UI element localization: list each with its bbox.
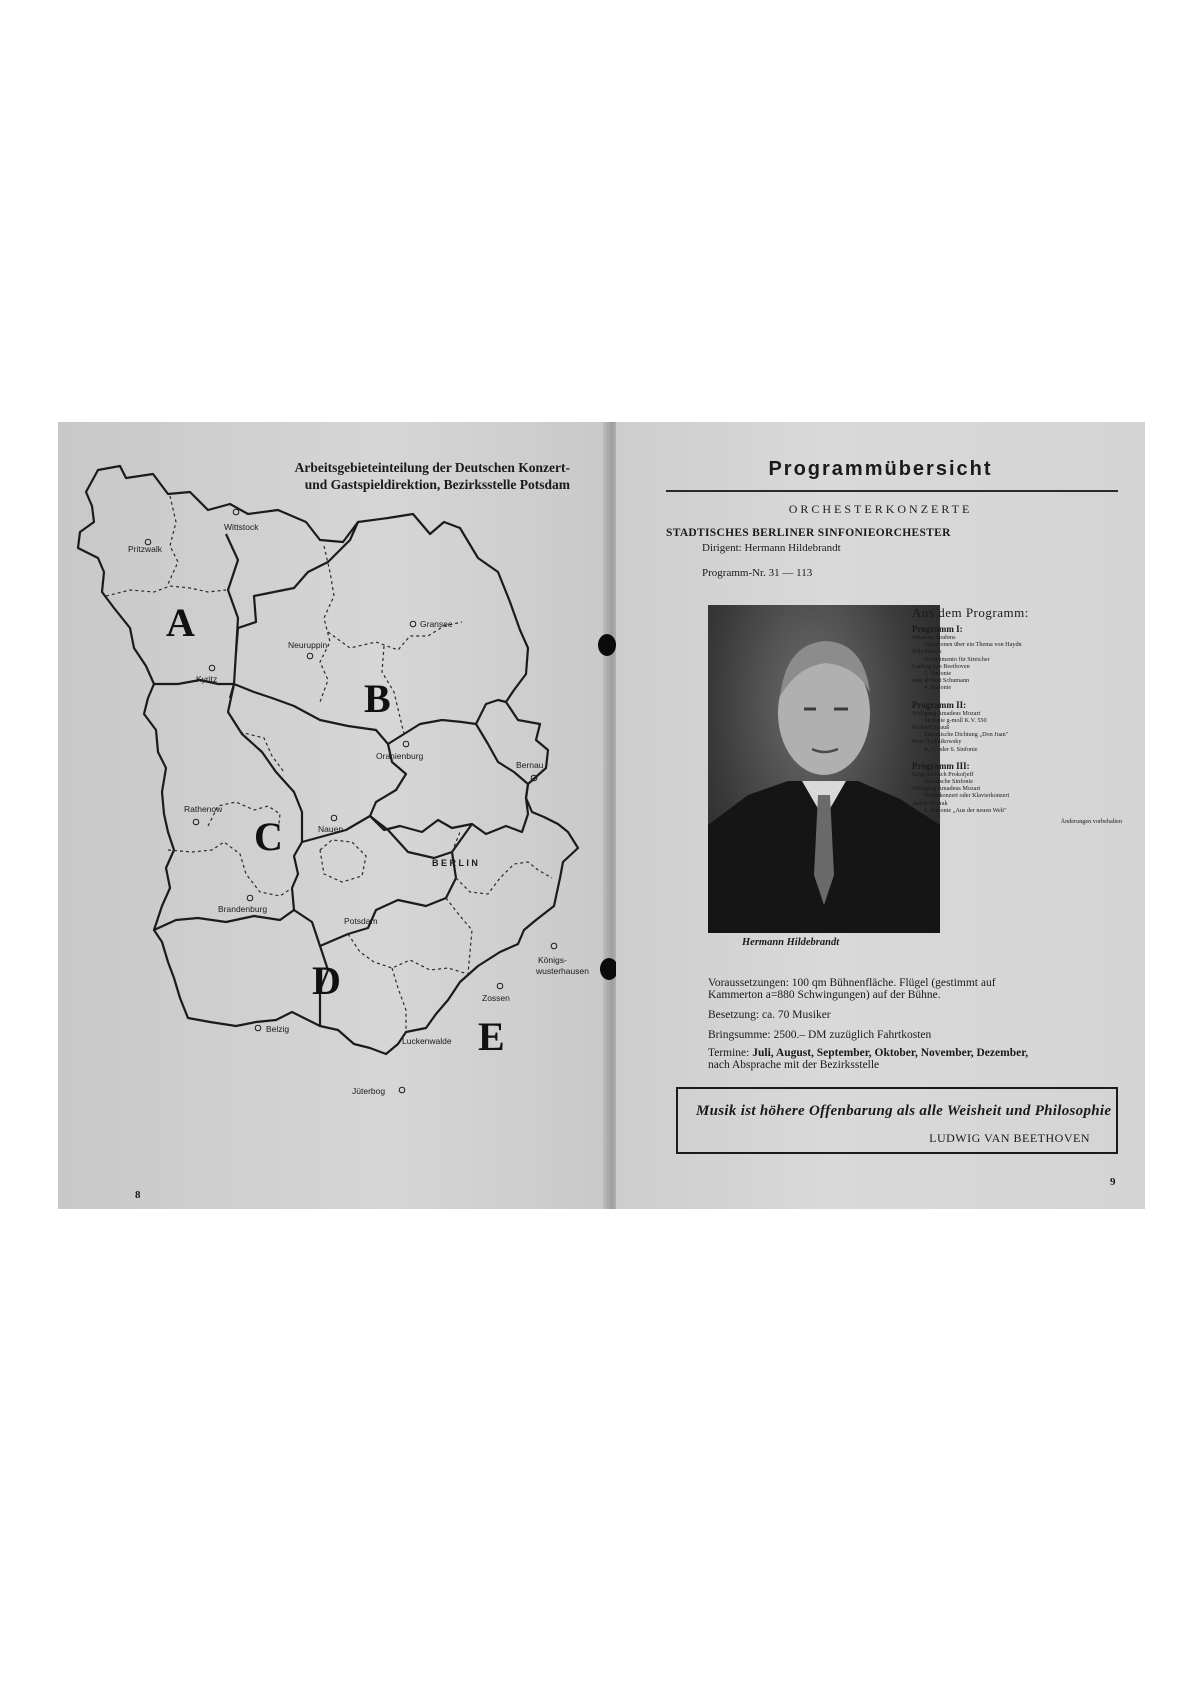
kreis-border — [348, 934, 468, 974]
program-number: Programm-Nr. 31 — 113 — [702, 567, 813, 579]
program-item-composer: Peter Tschaikowsky — [912, 738, 962, 746]
left-page — [58, 422, 608, 1209]
portrait-image — [708, 605, 940, 933]
kreis-border — [168, 496, 178, 584]
program-item-work: 5. Sinfonie „Aus der neuen Welt" — [924, 806, 1007, 814]
orchestra-name: STADTISCHES BERLINER SINFONIEORCHESTER — [666, 527, 951, 539]
place-luckenwalde: Luckenwalde — [402, 1036, 452, 1046]
program-item-work: Sinfonie g-moll K.V. 550 — [924, 716, 987, 724]
place-jueterbog: Jüterbog — [352, 1086, 386, 1096]
program-item-work: Sinfonische Dichtung „Don Juan" — [924, 731, 1009, 739]
program-item-composer: Wolfgang Amadeus Mozart — [912, 709, 981, 717]
page-number-right: 9 — [1110, 1176, 1116, 1188]
map-title-line-1: Arbeitsgebieteinteilung der Deutschen Konzert- — [294, 460, 570, 475]
page-number-left: 8 — [135, 1189, 141, 1201]
book-spread — [58, 422, 1145, 1209]
program-item-composer: oder Robert Schumann — [912, 677, 970, 685]
program-item-work: 7. Sinfonie — [924, 670, 952, 678]
dates-value: Juli, August, September, Oktober, November, Dezember, — [752, 1047, 1029, 1059]
border-e-top — [370, 816, 472, 858]
place-wittstock: Wittstock — [224, 522, 259, 532]
requirements-line-2: Kammerton a=880 Schwingungen) auf der Bühne. — [708, 989, 941, 1001]
kreis-border — [446, 898, 472, 974]
place-gransee: Gransee — [420, 619, 453, 629]
brandenburg-marker — [247, 895, 253, 901]
program-item-work: Variationen über ein Thema von Haydn — [924, 641, 1022, 649]
place-oranienburg: Oranienburg — [376, 751, 424, 761]
border-ab — [226, 534, 238, 698]
program-item-work: Klassische Sinfonie — [924, 778, 973, 786]
kreis-border — [320, 546, 334, 702]
beethoven-quote: Musik ist höhere Offenbarung als alle Weisheit und Philosophie — [696, 1103, 1112, 1119]
rathenow-marker — [193, 819, 199, 825]
kyritz-marker — [209, 665, 215, 671]
kreis-border — [392, 968, 406, 1032]
zossen-marker — [497, 983, 503, 989]
title-rule — [666, 490, 1118, 492]
place-neuruppin: Neuruppin — [288, 640, 328, 650]
map-title — [240, 459, 570, 493]
place-pritzwalk: Pritzwalk — [128, 544, 163, 554]
program-item-composer: Richard Strauß — [912, 724, 950, 732]
program-item-composer: Wolfgang Amadeus Mozart — [912, 785, 981, 793]
program-item-composer: Johannes Brahms — [912, 634, 956, 641]
district-letter-c: C — [254, 814, 283, 859]
place-koenigs: Königs- — [538, 955, 567, 965]
district-letter-b: B — [364, 676, 391, 721]
program-item-work: Violinkonzert oder Klavierkonzert — [924, 792, 1010, 800]
gransee-marker — [410, 621, 416, 627]
dates-label: Termine: — [708, 1047, 750, 1059]
kreis-border — [320, 840, 366, 882]
program-item-work: 4., 5. oder 6. Sinfonie — [924, 745, 978, 753]
border-b-east — [476, 700, 506, 724]
nauen-marker — [331, 815, 337, 821]
place-bernau: Bernau — [516, 760, 544, 770]
program-item-composer: Bela Bartók — [912, 648, 942, 656]
brandenburg-district-map — [58, 422, 608, 1209]
program-3-label: Programm III: — [912, 760, 970, 771]
staffing: Besetzung: ca. 70 Musiker — [708, 1009, 831, 1021]
program-list — [912, 605, 1122, 825]
program-item-work: 4. Sinfonie — [924, 684, 952, 692]
place-kyritz: Kyritz — [196, 674, 218, 684]
border-b-top — [274, 522, 358, 592]
quote-author: LUDWIG VAN BEETHOVEN — [929, 1131, 1090, 1145]
right-page — [616, 422, 1145, 1209]
place-wusterhausen: wusterhausen — [536, 966, 589, 976]
program-list-heading: Aus dem Programm: — [912, 605, 1029, 620]
place-zossen: Zossen — [482, 993, 510, 1003]
koenigs-wusterhausen-marker — [551, 943, 557, 949]
border-b-berlin — [388, 720, 476, 744]
photo-caption: Hermann Hildebrandt — [742, 937, 840, 948]
place-berlin: B E R L I N — [432, 858, 478, 868]
district-letter-e: E — [478, 1014, 505, 1059]
dates-note: nach Absprache mit der Bezirksstelle — [708, 1059, 880, 1071]
page-title: Programmübersicht — [768, 458, 993, 480]
place-belzig: Belzig — [266, 1024, 290, 1034]
border-a-bc — [154, 680, 234, 684]
place-brandenburg: Brandenburg — [218, 904, 268, 914]
program-item-composer: Sergeiewitsch Prokofjeff — [912, 770, 974, 778]
district-letter-a: A — [166, 600, 195, 645]
jueterbog-marker — [399, 1087, 405, 1093]
punch-hole — [598, 634, 616, 656]
program-1-label: Programm I: — [912, 624, 963, 634]
requirements-line-1: Voraussetzungen: 100 qm Bühnenfläche. Flügel (gestimmt auf — [708, 977, 996, 989]
program-item-composer: Ludwig van Beethoven — [912, 662, 970, 670]
conductor: Dirigent: Hermann Hildebrandt — [702, 542, 841, 554]
changes-note: Änderungen vorbehalten — [1060, 818, 1122, 826]
program-2-label: Programm II: — [912, 699, 967, 710]
kreis-border — [106, 586, 226, 596]
quote-box — [676, 1087, 1118, 1154]
neuruppin-marker — [307, 653, 313, 659]
wittstock-marker — [233, 509, 239, 515]
place-nauen: Nauen — [318, 824, 344, 834]
conductor-portrait — [708, 605, 940, 933]
place-rathenow: Rathenow — [184, 804, 223, 814]
place-potsdam: Potsdam — [344, 916, 378, 926]
program-item-composer: Anton Dvorak — [912, 799, 948, 807]
border-b-left — [236, 592, 274, 652]
map-title-line-2: und Gastspieldirektion, Bezirksstelle Potsdam — [304, 477, 570, 492]
district-letter-d: D — [312, 958, 341, 1003]
dates — [708, 1047, 1128, 1059]
belzig-marker — [255, 1025, 261, 1031]
program-item-work: Divertimento für Streicher — [924, 655, 990, 663]
oranienburg-marker — [403, 741, 409, 747]
fee: Bringsumme: 2500.– DM zuzüglich Fahrtkosten — [708, 1029, 932, 1041]
section-heading: ORCHESTERKONZERTE — [788, 502, 973, 516]
